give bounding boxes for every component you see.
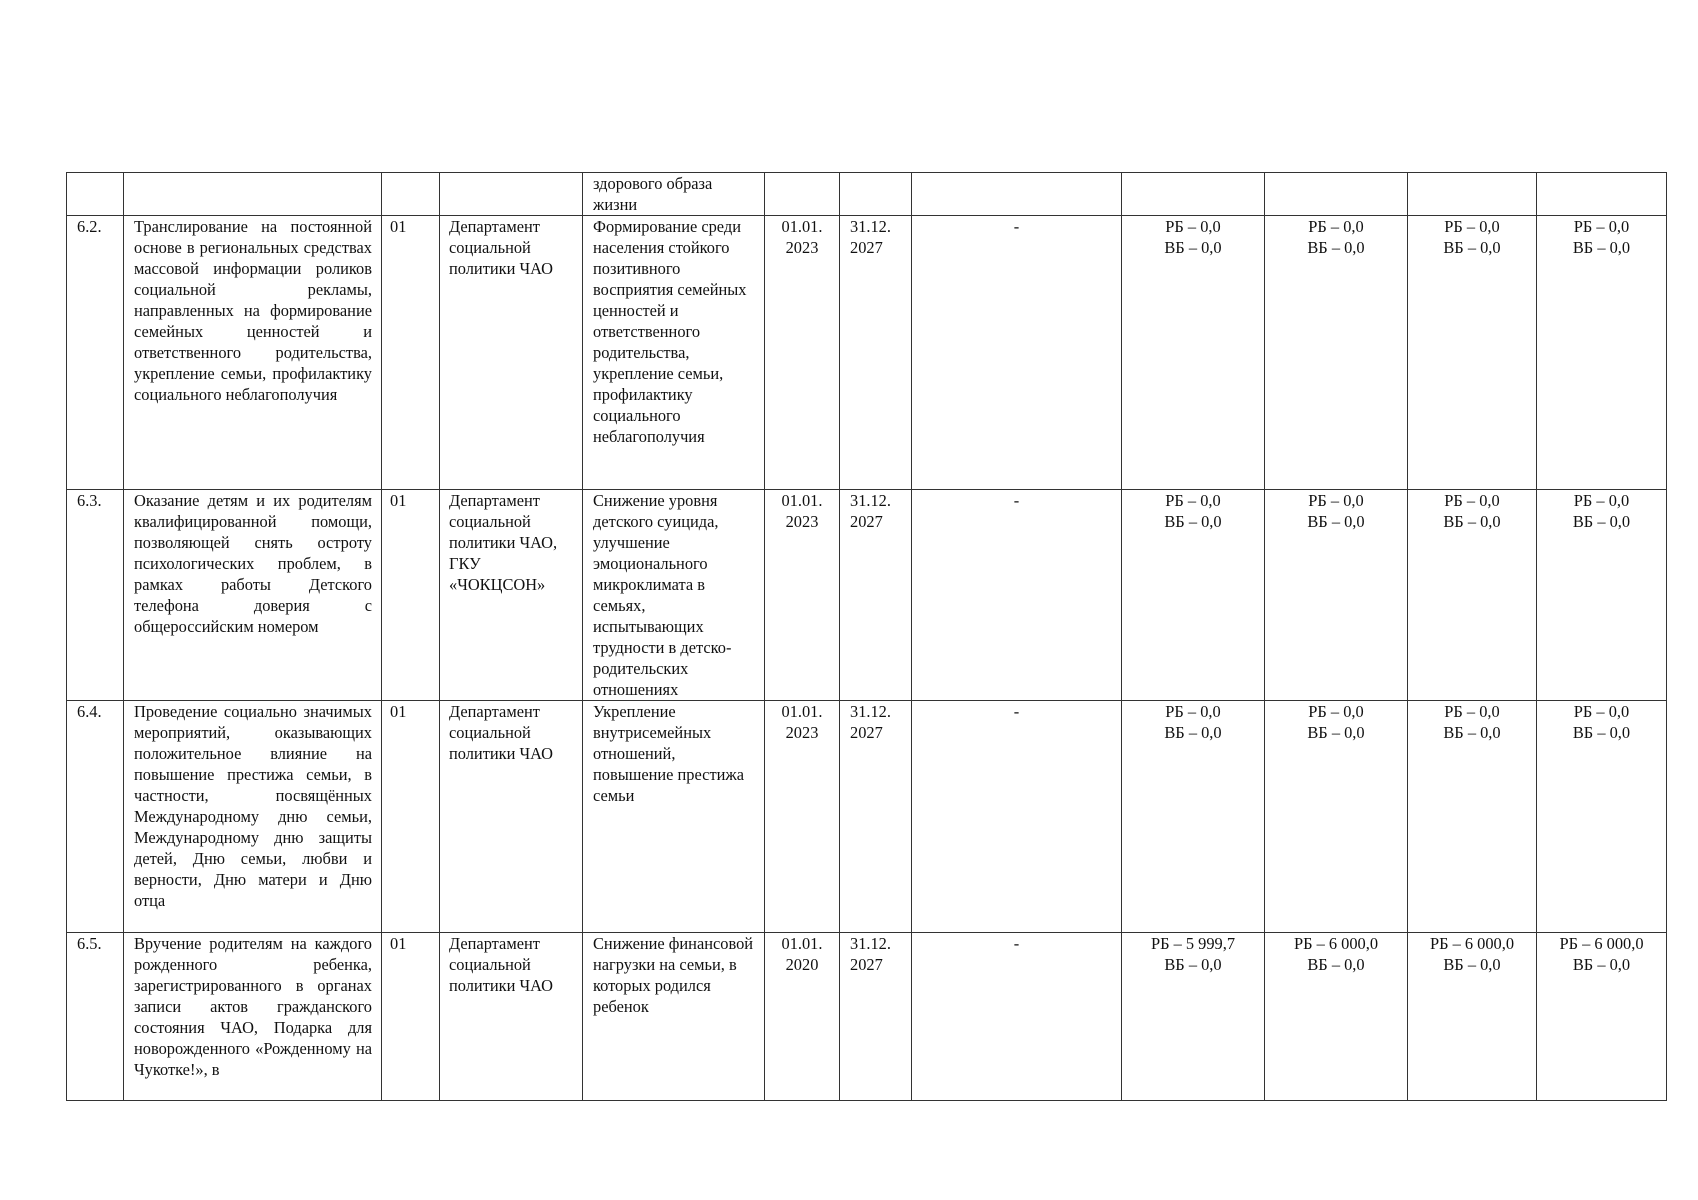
fin-vb: ВБ – 0,0 (1572, 723, 1631, 742)
cell-end-date: 31.12. 2027 (840, 216, 912, 490)
cell-num (67, 173, 124, 216)
cell-fin-3 (1408, 173, 1537, 216)
cell-code: 01 (382, 701, 440, 933)
fin-vb: ВБ – 0,0 (1307, 955, 1365, 974)
cell-end-date (840, 173, 912, 216)
cell-fin-1 (1122, 933, 1265, 1101)
fin-vb: ВБ – 0,0 (1307, 238, 1365, 257)
cell-code (382, 173, 440, 216)
cell-fin-2 (1265, 933, 1408, 1101)
cell-indicator: - (912, 490, 1122, 701)
cell-indicator: - (912, 216, 1122, 490)
fin-vb: ВБ – 0,0 (1307, 723, 1365, 742)
fin-rb: РБ – 0,0 (1165, 702, 1221, 721)
cell-code: 01 (382, 933, 440, 1101)
cell-result: Снижение уровня детского суицида, улучшение эмоционального микроклимата в семьях, испытывающих трудности в детско-родительских отношениях (583, 490, 765, 701)
cell-fin-2 (1265, 173, 1408, 216)
cell-indicator: - (912, 701, 1122, 933)
fin-rb: РБ – 0,0 (1444, 702, 1500, 721)
cell-fin-1 (1122, 173, 1265, 216)
cell-title (124, 173, 382, 216)
cell-end-date: 31.12. 2027 (840, 701, 912, 933)
cell-start-date: 01.01. 2023 (765, 216, 840, 490)
fin-rb: РБ – 0,0 (1308, 702, 1364, 721)
table-row (67, 490, 1667, 701)
cell-fin-1 (1122, 701, 1265, 933)
fin-rb: РБ – 0,0 (1308, 217, 1364, 236)
fin-rb: РБ – 0,0 (1308, 491, 1364, 510)
cell-executor: Департамент социальной политики ЧАО (440, 216, 583, 490)
cell-result: Укрепление внутрисемейных отношений, повышение престижа семьи (583, 701, 765, 933)
fin-vb: ВБ – 0,0 (1443, 512, 1501, 531)
cell-fin-3 (1408, 490, 1537, 701)
cell-result: Снижение финансовой нагрузки на семьи, в которых родился ребенок (583, 933, 765, 1101)
cell-code: 01 (382, 490, 440, 701)
fin-vb: ВБ – 0,0 (1572, 512, 1631, 531)
fin-rb: РБ – 0,0 (1444, 217, 1500, 236)
cell-fin-2 (1265, 216, 1408, 490)
fin-vb: ВБ – 0,0 (1164, 512, 1222, 531)
cell-fin-1 (1122, 490, 1265, 701)
cell-fin-4 (1537, 933, 1667, 1101)
fin-rb: РБ – 0,0 (1165, 217, 1221, 236)
cell-executor (440, 173, 583, 216)
cell-fin-3 (1408, 701, 1537, 933)
cell-executor: Департамент социальной политики ЧАО, ГКУ «ЧОКЦСОН» (440, 490, 583, 701)
table-row (67, 933, 1667, 1101)
fin-rb: РБ – 0,0 (1573, 702, 1630, 721)
cell-fin-2 (1265, 701, 1408, 933)
cell-result: Формирование среди населения стойкого позитивного восприятия семейных ценностей и ответственного родительства, укрепление семьи, профилактику социального неблагополучия (583, 216, 765, 490)
cell-fin-3 (1408, 216, 1537, 490)
cell-num: 6.4. (67, 701, 124, 933)
table-row (67, 701, 1667, 933)
fin-vb: ВБ – 0,0 (1572, 955, 1631, 974)
cell-indicator: - (912, 933, 1122, 1101)
fin-rb: РБ – 0,0 (1165, 491, 1221, 510)
fin-rb: РБ – 6 000,0 (1559, 934, 1644, 953)
fin-vb: ВБ – 0,0 (1443, 238, 1501, 257)
cell-title: Вручение родителям на каждого рожденного ребенка, зарегистрированного в органах записи актов гражданского состояния ЧАО, Подарка для новорожденного «Рожденному на Чукотке!», в (124, 933, 382, 1101)
cell-indicator (912, 173, 1122, 216)
table-row (67, 216, 1667, 490)
cell-fin-4 (1537, 490, 1667, 701)
cell-fin-4 (1537, 173, 1667, 216)
fin-vb: ВБ – 0,0 (1443, 955, 1501, 974)
cell-start-date: 01.01. 2023 (765, 490, 840, 701)
fin-rb: РБ – 5 999,7 (1150, 934, 1236, 953)
cell-executor: Департамент социальной политики ЧАО (440, 933, 583, 1101)
cell-fin-2 (1265, 490, 1408, 701)
fin-vb: ВБ – 0,0 (1164, 955, 1222, 974)
cell-fin-1 (1122, 216, 1265, 490)
cell-end-date: 31.12. 2027 (840, 490, 912, 701)
cell-num: 6.3. (67, 490, 124, 701)
cell-title: Оказание детям и их родителям квалифицированной помощи, позволяющей снять остроту психологических проблем, в рамках работы Детского телефона доверия с общероссийским номером (124, 490, 382, 701)
fin-rb: РБ – 6 000,0 (1293, 934, 1379, 953)
fin-rb: РБ – 0,0 (1573, 217, 1630, 236)
fin-vb: ВБ – 0,0 (1443, 723, 1501, 742)
cell-fin-3 (1408, 933, 1537, 1101)
fin-vb: ВБ – 0,0 (1572, 238, 1631, 257)
cell-result: здорового образа жизни (583, 173, 765, 216)
table-row-continuation (67, 173, 1667, 216)
fin-vb: ВБ – 0,0 (1164, 723, 1222, 742)
cell-num: 6.5. (67, 933, 124, 1101)
cell-start-date: 01.01. 2020 (765, 933, 840, 1101)
fin-rb: РБ – 0,0 (1573, 491, 1630, 510)
program-activities-table (66, 172, 1667, 1101)
cell-fin-4 (1537, 701, 1667, 933)
cell-fin-4 (1537, 216, 1667, 490)
cell-code: 01 (382, 216, 440, 490)
fin-vb: ВБ – 0,0 (1307, 512, 1365, 531)
fin-vb: ВБ – 0,0 (1164, 238, 1222, 257)
fin-rb: РБ – 0,0 (1444, 491, 1500, 510)
cell-end-date: 31.12. 2027 (840, 933, 912, 1101)
cell-start-date: 01.01. 2023 (765, 701, 840, 933)
cell-title: Проведение социально значимых мероприятий, оказывающих положительное влияние на повышение престижа семьи, в частности, посвящённых Международному дню семьи, Международному дню защиты детей, Дню семьи, любви и верности, Дню матери и Дню отца (124, 701, 382, 933)
cell-start-date (765, 173, 840, 216)
cell-title: Транслирование на постоянной основе в региональных средствах массовой информации роликов социальной рекламы, направленных на формирование семейных ценностей и ответственного родительства, укрепление семьи, профилактику социального неблагополучия (124, 216, 382, 490)
fin-rb: РБ – 6 000,0 (1429, 934, 1515, 953)
cell-executor: Департамент социальной политики ЧАО (440, 701, 583, 933)
cell-num: 6.2. (67, 216, 124, 490)
